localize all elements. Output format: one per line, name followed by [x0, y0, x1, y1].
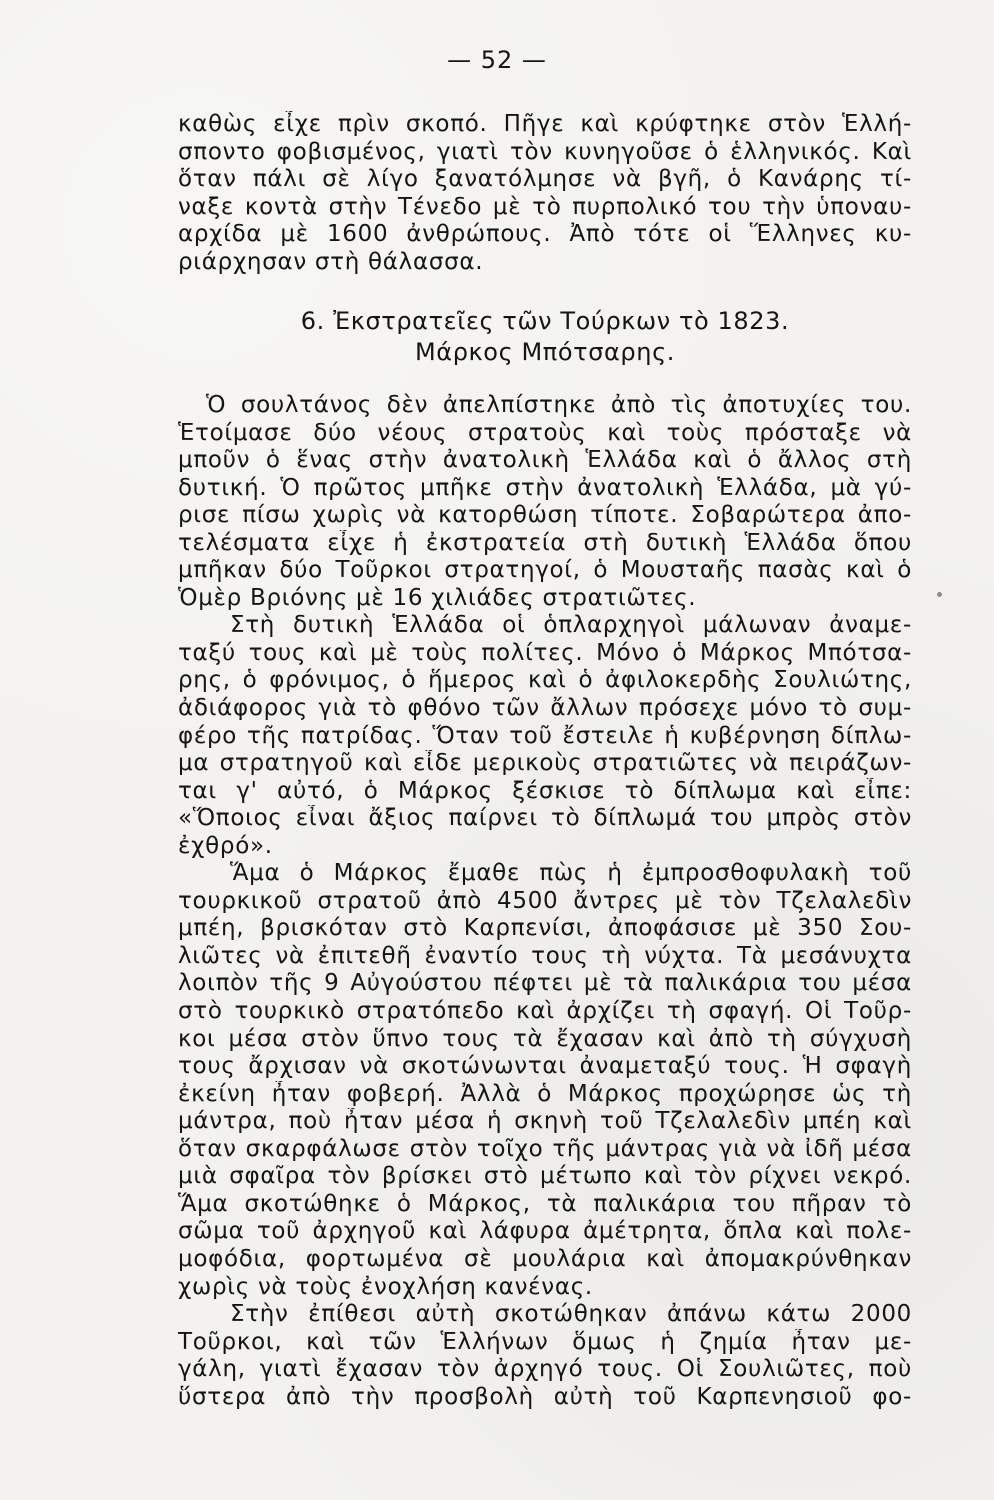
text-line: ρης, ὁ φρόνιμος, ὁ ἥμερος καὶ ὁ ἀφιλοκερδὴς Σουλιώτης,: [178, 667, 912, 694]
text-line: μιὰ σφαῖρα τὸν βρίσκει στὸ μέτωπο καὶ τὸν ρίχνει νεκρό.: [178, 1163, 912, 1190]
text-line: ὅταν πάλι σὲ λίγο ξανατόλμησε νὰ βγῆ, ὁ Κανάρης τί-: [178, 166, 912, 193]
text-line: μπῆκαν δύο Τοῦρκοι στρατηγοί, ὁ Μουσταῆς πασὰς καὶ ὁ: [178, 557, 912, 584]
section-heading: [178, 306, 912, 368]
text-line: ἐχθρό».: [178, 832, 273, 859]
text-line: λιῶτες νὰ ἐπιτεθῆ ἐναντίο τους τὴ νύχτα. Τὰ μεσάνυχτα: [178, 942, 912, 969]
text-line: γάλη, γιατὶ ἔχασαν τὸν ἀρχηγό τους. Οἱ Σουλιῶτες, ποὺ: [178, 1356, 912, 1383]
text-line: μπέη, βρισκόταν στὸ Καρπενίσι, ἀποφάσισε μὲ 350 Σου-: [178, 915, 912, 942]
text-line: χωρὶς νὰ τοὺς ἐνοχλήση κανένας.: [178, 1273, 593, 1300]
text-line: μάντρα, ποὺ ἦταν μέσα ἡ σκηνὴ τοῦ Τζελαλεδὶν μπέη καὶ: [178, 1108, 912, 1135]
text-line: ὅταν σκαρφάλωσε στὸν τοῖχο τῆς μάντρας γιὰ νὰ ἰδῆ μέσα: [178, 1135, 912, 1162]
text-line: ρισε πίσω χωρὶς νὰ κατορθώση τίποτε. Σοβαρώτερα ἀπο-: [178, 502, 912, 529]
text-line: τους ἄρχισαν νὰ σκοτώνωνται ἀναμεταξύ τους. Ἡ σφαγὴ: [178, 1053, 912, 1080]
text-line: κοι μέσα στὸν ὕπνο τους τὰ ἔχασαν καὶ ἀπὸ τὴ σύγχυσὴ: [178, 1025, 912, 1052]
text-line: φέρο τῆς πατρίδας. Ὅταν τοῦ ἔστειλε ἡ κυβέρνηση δίπλω-: [178, 722, 912, 749]
text-line: ταξύ τους καὶ μὲ τοὺς πολίτες. Μόνο ὁ Μάρκος Μπότσα-: [178, 639, 912, 666]
paper-speck: [937, 592, 942, 597]
text-line: τουρκικοῦ στρατοῦ ἀπὸ 4500 ἄντρες μὲ τὸν Τζελαλεδὶν: [178, 887, 912, 914]
text-line: στὸ τουρκικὸ στρατόπεδο καὶ ἀρχίζει τὴ σφαγή. Οἱ Τοῦρ-: [178, 998, 912, 1025]
text-line: Ἅμα σκοτώθηκε ὁ Μάρκος, τὰ παλικάρια του πῆραν τὸ: [178, 1190, 912, 1217]
text-line: Ἅμα ὁ Μάρκος ἔμαθε πὼς ἡ ἐμπροσθοφυλακὴ τοῦ: [230, 860, 912, 887]
text-line: «Ὅποιος εἶναι ἄξιος παίρνει τὸ δίπλωμά του μπρὸς στὸν: [178, 805, 912, 832]
text-line: σποντο φοβισμένος, γιατὶ τὸν κυνηγοῦσε ὁ ἑλληνικός. Καὶ: [178, 138, 912, 165]
text-line: ται γ' αὐτό, ὁ Μάρκος ξέσκισε τὸ δίπλωμα καὶ εἶπε:: [178, 777, 912, 804]
text-line: λοιπὸν τῆς 9 Αὐγούστου πέφτει μὲ τὰ παλικάρια του μέσα: [178, 970, 912, 997]
opening-paragraph: [178, 111, 912, 276]
text-line: τελέσματα εἶχε ἡ ἐκστρατεία στὴ δυτικὴ Ἑλλάδα ὅπου: [178, 529, 912, 556]
text-line: μα στρατηγοῦ καὶ εἶδε μερικοὺς στρατιῶτες νὰ πειράζων-: [178, 750, 912, 777]
text-line: καθὼς εἶχε πρὶν σκοπό. Πῆγε καὶ κρύφτηκε στὸν Ἑλλή-: [178, 111, 912, 137]
text-line: σῶμα τοῦ ἀρχηγοῦ καὶ λάφυρα ἀμέτρητα, ὅπλα καὶ πολε-: [178, 1218, 912, 1245]
page-number: — 52 —: [447, 46, 547, 74]
text-line: Ὁ σουλτάνος δὲν ἀπελπίστηκε ἀπὸ τὶς ἀποτυχίες του.: [206, 392, 912, 418]
text-line: ὕστερα ἀπὸ τὴν προσβολὴ αὐτὴ τοῦ Καρπενησιοῦ φο-: [178, 1383, 912, 1410]
text-line: ἀδιάφορος γιὰ τὸ φθόνο τῶν ἄλλων πρόσεχε μόνο τὸ συμ-: [178, 695, 912, 722]
text-line: μοφόδια, φορτωμένα σὲ μουλάρια καὶ ἀπομακρύνθηκαν: [178, 1245, 912, 1272]
text-line: μποῦν ὁ ἕνας στὴν ἀνατολικὴ Ἑλλάδα καὶ ὁ ἄλλος στὴ: [178, 447, 912, 474]
text-line: Ὁμὲρ Βριόνης μὲ 16 χιλιάδες στρατιῶτες.: [178, 584, 697, 611]
text-line: αρχίδα μὲ 1600 ἀνθρώπους. Ἀπὸ τότε οἱ Ἕλληνες κυ-: [178, 221, 912, 248]
text-line: Ἑτοίμασε δύο νέους στρατοὺς καὶ τοὺς πρόσταξε νὰ: [178, 419, 912, 446]
text-line: ριάρχησαν στὴ θάλασσα.: [178, 248, 484, 275]
text-line: Στὴν ἐπίθεσι αὐτὴ σκοτώθηκαν ἀπάνω κάτω 2000: [230, 1301, 912, 1328]
section-subtitle: Μάρκος Μπότσαρης.: [415, 338, 675, 366]
main-text: [178, 392, 912, 1411]
text-line: Στὴ δυτικὴ Ἑλλάδα οἱ ὁπλαρχηγοὶ μάλωναν ἀναμε-: [230, 612, 912, 639]
text-line: Τοῦρκοι, καὶ τῶν Ἑλλήνων ὅμως ἡ ζημία ἦταν με-: [178, 1328, 912, 1355]
text-line: ναξε κοντὰ στὴν Τένεδο μὲ τὸ πυρπολικό του τὴν ὑποναυ-: [178, 193, 912, 220]
section-title: 6. Ἐκστρατεῖες τῶν Τούρκων τὸ 1823.: [300, 307, 790, 335]
text-line: ἐκείνη ἦταν φοβερή. Ἀλλὰ ὁ Μάρκος προχώρησε ὡς τὴ: [178, 1080, 912, 1107]
text-line: δυτική. Ὁ πρῶτος μπῆκε στὴν ἀνατολικὴ Ἑλλάδα, μὰ γύ-: [178, 474, 912, 501]
